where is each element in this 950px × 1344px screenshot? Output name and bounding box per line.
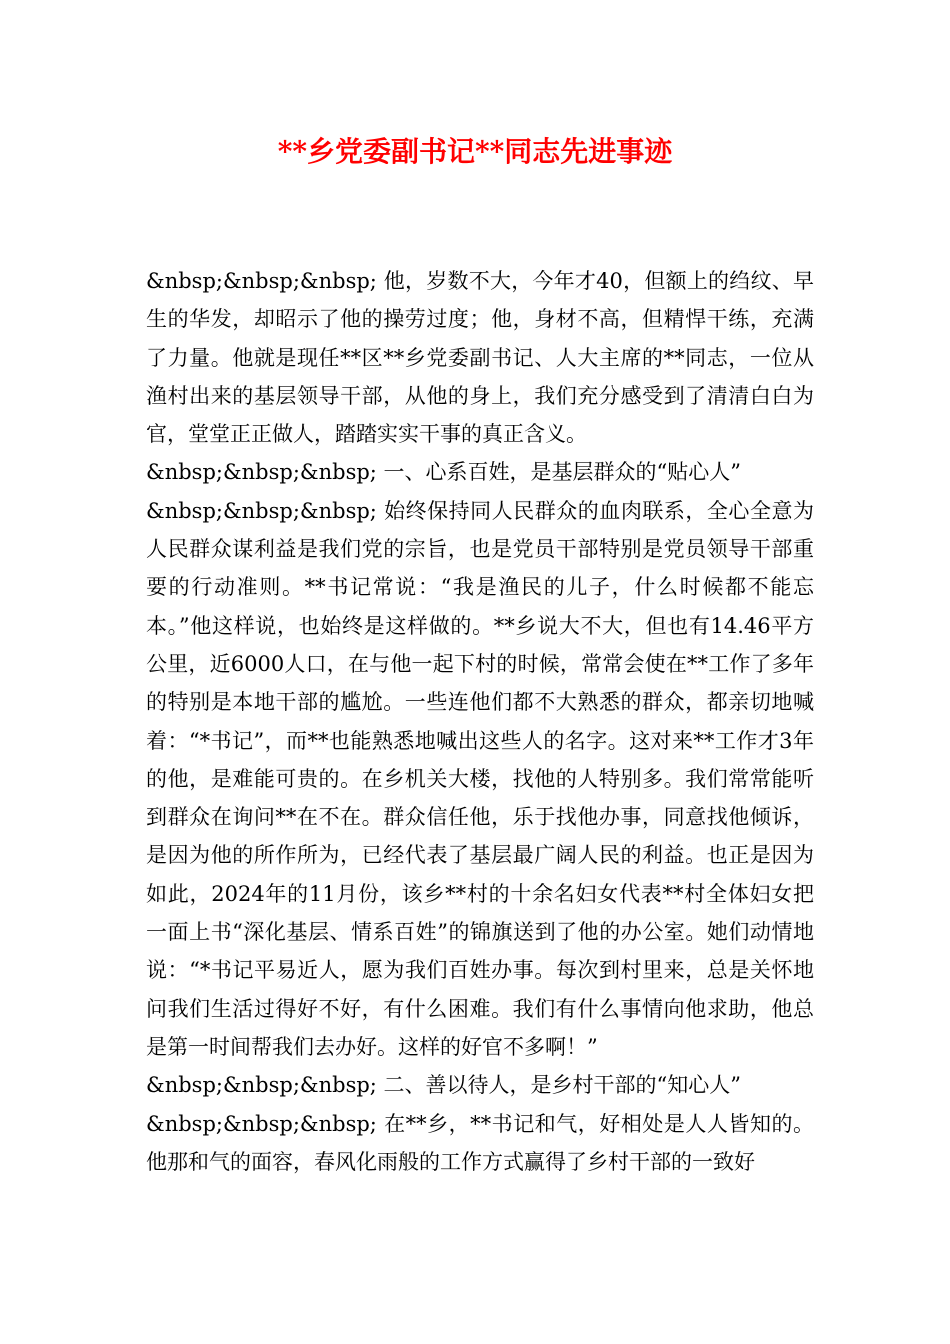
section-heading-1: &nbsp;&nbsp;&nbsp; 一、心系百姓，是基层群众的“贴心人” xyxy=(146,460,742,485)
section-heading-2: &nbsp;&nbsp;&nbsp; 二、善以待人，是乡村干部的“知心人” xyxy=(146,1073,742,1098)
paragraph-section-1: &nbsp;&nbsp;&nbsp; 始终保持同人民群众的血肉联系，全心全意为人民群众谋利益是我们党的宗旨，也是党员干部特别是党员领导干部重要的行动准则。**书记常说：“我是渔民的儿子，什么时候都不能忘本。”他这样说，也始终是这样做的。**乡说大不大，但也有14.46平方公里，近6000人口，在与他一起下村的时候，常常会使在**工作了多年的特别是本地干部的尴尬。一些连他们都不大熟悉的群众，都亲切地喊着：“*书记”，而**也能熟悉地喊出这些人的名字。这对来**工作才3年的他，是难能可贵的。在乡机关大楼，找他的人特别多。我们常常能听到群众在询问**在不在。群众信任他，乐于找他办事，同意找他倾诉，是因为他的所作所为，已经代表了基层最广阔人民的利益。也正是因为如此，2024年的11月份，该乡**村的十余名妇女代表**村全体妇女把一面上书“深化基层、情系百姓”的锦旗送到了他的办公室。她们动情地说：“*书记平易近人，愿为我们百姓办事。每次到村里来，总是关怀地问我们生活过得好不好，有什么困难。我们有什么事情向他求助，他总是第一时间帮我们去办好。这样的好官不多啊！” xyxy=(146,498,814,1059)
document-title: **乡党委副书记**同志先进事迹 xyxy=(277,135,673,168)
paragraph-intro: &nbsp;&nbsp;&nbsp; 他，岁数不大，今年才40，但额上的绉纹、早生的华发，却昭示了他的操劳过度；他，身材不高，但精悍干练，充满了力量。他就是现任**区**乡党委副书记、人大主席的**同志，一位从渔村出来的基层领导干部，从他的身上，我们充分感受到了清清白白为官，堂堂正正做人，踏踏实实干事的真正含义。 xyxy=(146,269,814,447)
document-body xyxy=(146,262,814,1181)
paragraph-section-2: &nbsp;&nbsp;&nbsp; 在**乡，**书记和气，好相处是人人皆知的。他那和气的面容，春风化雨般的工作方式赢得了乡村干部的一致好 xyxy=(146,1111,814,1174)
